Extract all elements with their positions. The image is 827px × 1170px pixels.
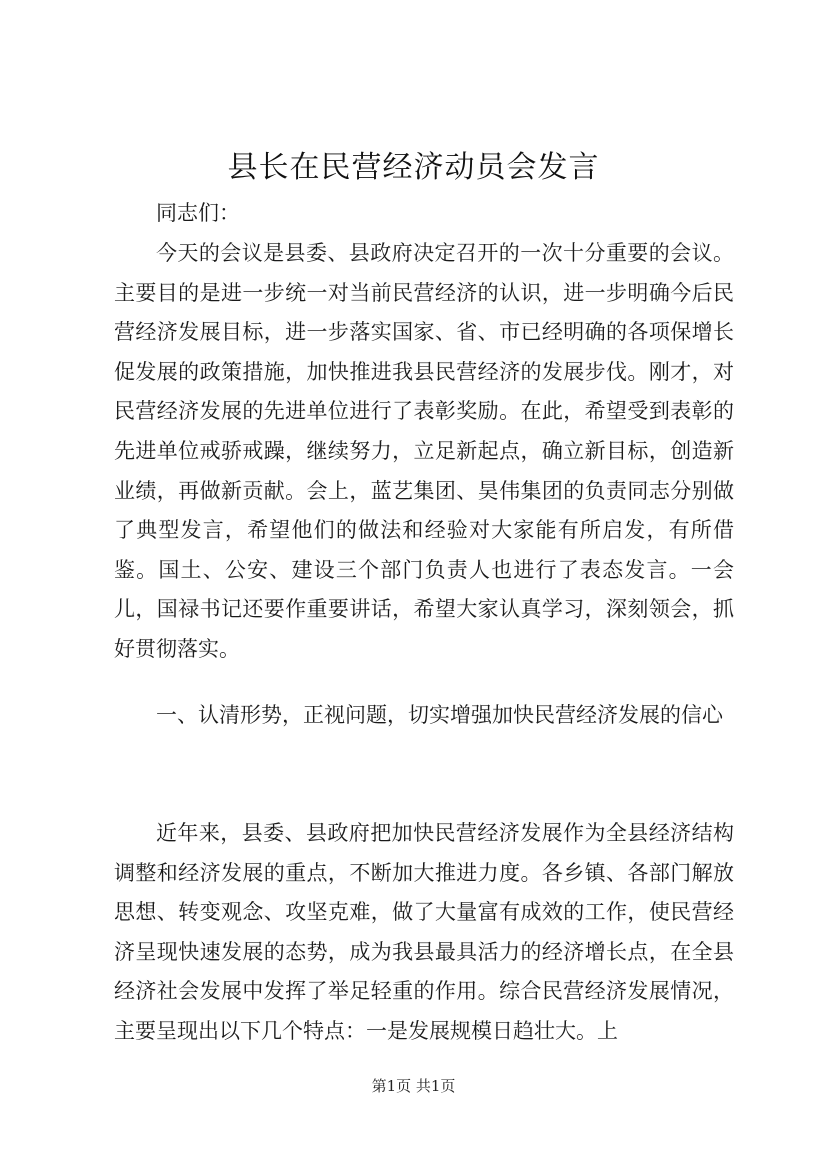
salutation: 同志们：: [156, 201, 240, 225]
section-heading: 一、认清形势，正视问题，切实增强加快民营经济发展的信心: [156, 703, 723, 727]
paragraph-recent-years: 近年来，县委、县政府把加快民营经济发展作为全县经济结构调整和经济发展的重点，不断加大推进力度。各乡镇、各部门解放思想、转变观念、攻坚克难，做了大量富有成效的工作，使民营经济呈现快速发展的态势，成为我县最具活力的经济增长点，在全县经济社会发展中发挥了举足轻重的作用。综合民营经济发展情况，主要呈现出以下几个特点：一是发展规模日趋壮大。上: [114, 821, 734, 1043]
page-number-footer: 第1页 共1页: [371, 1077, 456, 1095]
document-title: 县长在民营经济动员会发言: [227, 150, 600, 185]
paragraph-intro: 今天的会议是县委、县政府决定召开的一次十分重要的会议。主要目的是进一步统一对当前民营经济的认识，进一步明确今后民营经济发展目标，进一步落实国家、省、市已经明确的各项保增长促发展的政策措施，加快推进我县民营经济的发展步伐。刚才，对民营经济发展的先进单位进行了表彰奖励。在此，希望受到表彰的先进单位戒骄戒躁，继续努力，立足新起点，确立新目标，创造新业绩，再做新贡献。会上，蓝艺集团、昊伟集团的负责同志分别做了典型发言，希望他们的做法和经验对大家能有所启发，有所借鉴。国土、公安、建设三个部门负责人也进行了表态发言。一会儿，国禄书记还要作重要讲话，希望大家认真学习，深刻领会，抓好贯彻落实。: [114, 241, 734, 661]
